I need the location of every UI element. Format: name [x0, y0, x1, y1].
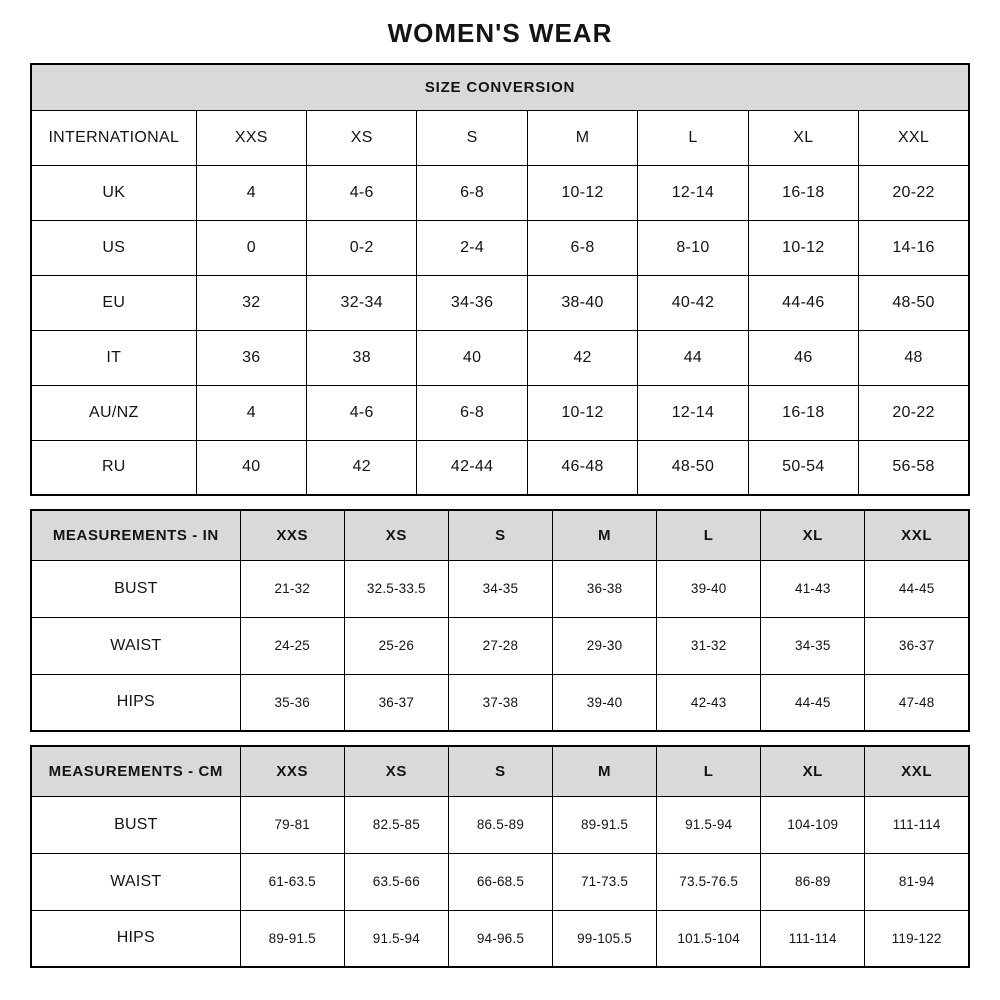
size-header: XXL — [865, 746, 969, 796]
table-cell: 42-44 — [417, 440, 527, 495]
table-cell: 91.5-94 — [657, 796, 761, 853]
size-header: M — [553, 746, 657, 796]
table-row — [31, 910, 969, 967]
row-label: BUST — [31, 560, 240, 617]
table-cell: 24-25 — [240, 617, 344, 674]
table-banner-row — [31, 64, 969, 110]
table-cell: 34-35 — [761, 617, 865, 674]
table-cell: 48-50 — [638, 440, 748, 495]
table-cell: 73.5-76.5 — [657, 853, 761, 910]
table-cell: 111-114 — [761, 910, 865, 967]
table-row — [31, 385, 969, 440]
table-cell: 32.5-33.5 — [344, 560, 448, 617]
row-label: UK — [31, 165, 196, 220]
row-label: RU — [31, 440, 196, 495]
table-cell: XXL — [859, 110, 969, 165]
table-cell: 71-73.5 — [553, 853, 657, 910]
table-cell: 8-10 — [638, 220, 748, 275]
table-cell: 44-45 — [865, 560, 969, 617]
table-cell: 32-34 — [307, 275, 417, 330]
table-cell: 39-40 — [553, 674, 657, 731]
table-cell: 16-18 — [748, 385, 858, 440]
table-cell: 10-12 — [527, 385, 637, 440]
table-header-row — [31, 510, 969, 560]
table-cell: 36-37 — [344, 674, 448, 731]
table-cell: M — [527, 110, 637, 165]
table-cell: XS — [307, 110, 417, 165]
table-cell: 99-105.5 — [553, 910, 657, 967]
row-label: AU/NZ — [31, 385, 196, 440]
row-label: INTERNATIONAL — [31, 110, 196, 165]
table-cell: 0 — [196, 220, 306, 275]
table-cell: 101.5-104 — [657, 910, 761, 967]
table-cell: 46 — [748, 330, 858, 385]
table-cell: 94-96.5 — [448, 910, 552, 967]
table-cell: 47-48 — [865, 674, 969, 731]
table-cell: 36 — [196, 330, 306, 385]
table-cell: 21-32 — [240, 560, 344, 617]
table-cell: 12-14 — [638, 165, 748, 220]
table-cell: 44-46 — [748, 275, 858, 330]
table-cell: 36-38 — [553, 560, 657, 617]
table-cell: 14-16 — [859, 220, 969, 275]
size-conversion-title: SIZE CONVERSION — [31, 64, 969, 110]
table-cell: 89-91.5 — [553, 796, 657, 853]
row-label: HIPS — [31, 910, 240, 967]
page-title: WOMEN'S WEAR — [387, 18, 613, 48]
measurements-cm-table — [30, 745, 970, 968]
table-cell: 38-40 — [527, 275, 637, 330]
row-label: WAIST — [31, 853, 240, 910]
table-cell: 40-42 — [638, 275, 748, 330]
table-cell: 39-40 — [657, 560, 761, 617]
table-cell: 66-68.5 — [448, 853, 552, 910]
size-header: XS — [344, 510, 448, 560]
table-cell: 10-12 — [527, 165, 637, 220]
table-cell: 37-38 — [448, 674, 552, 731]
size-header: M — [553, 510, 657, 560]
table-cell: 16-18 — [748, 165, 858, 220]
table-cell: 40 — [196, 440, 306, 495]
size-conversion-table — [30, 63, 970, 496]
table-cell: 42 — [307, 440, 417, 495]
measurements-in-table — [30, 509, 970, 732]
table-row — [31, 796, 969, 853]
table-cell: 44-45 — [761, 674, 865, 731]
table-cell: 4 — [196, 385, 306, 440]
table-cell: 34-36 — [417, 275, 527, 330]
table-cell: 82.5-85 — [344, 796, 448, 853]
table-cell: 46-48 — [527, 440, 637, 495]
table-cell: 4-6 — [307, 385, 417, 440]
measurements-cm-title: MEASUREMENTS - CM — [31, 746, 240, 796]
size-header: XXL — [865, 510, 969, 560]
table-cell: 50-54 — [748, 440, 858, 495]
table-cell: 63.5-66 — [344, 853, 448, 910]
row-label: HIPS — [31, 674, 240, 731]
table-row — [31, 674, 969, 731]
table-cell: 20-22 — [859, 385, 969, 440]
table-cell: 48 — [859, 330, 969, 385]
measurements-in-title: MEASUREMENTS - IN — [31, 510, 240, 560]
table-cell: XL — [748, 110, 858, 165]
table-cell: S — [417, 110, 527, 165]
table-row — [31, 560, 969, 617]
table-header-row — [31, 746, 969, 796]
table-cell: 4-6 — [307, 165, 417, 220]
table-row — [31, 275, 969, 330]
size-header: XXS — [240, 510, 344, 560]
size-header: XL — [761, 510, 865, 560]
table-row — [31, 440, 969, 495]
table-cell: 40 — [417, 330, 527, 385]
table-cell: 41-43 — [761, 560, 865, 617]
table-cell: 6-8 — [417, 165, 527, 220]
table-cell: 48-50 — [859, 275, 969, 330]
table-cell: 20-22 — [859, 165, 969, 220]
size-header: XS — [344, 746, 448, 796]
table-cell: 4 — [196, 165, 306, 220]
table-cell: 25-26 — [344, 617, 448, 674]
table-cell: 104-109 — [761, 796, 865, 853]
table-cell: 29-30 — [553, 617, 657, 674]
table-cell: 34-35 — [448, 560, 552, 617]
row-label: WAIST — [31, 617, 240, 674]
row-label: BUST — [31, 796, 240, 853]
table-cell: 6-8 — [417, 385, 527, 440]
table-cell: 79-81 — [240, 796, 344, 853]
size-header: S — [448, 510, 552, 560]
table-cell: 38 — [307, 330, 417, 385]
table-cell: L — [638, 110, 748, 165]
table-cell: 89-91.5 — [240, 910, 344, 967]
table-cell: 31-32 — [657, 617, 761, 674]
table-row — [31, 617, 969, 674]
table-row — [31, 330, 969, 385]
table-cell: 56-58 — [859, 440, 969, 495]
table-cell: 44 — [638, 330, 748, 385]
table-row — [31, 220, 969, 275]
size-header: XXS — [240, 746, 344, 796]
table-cell: 27-28 — [448, 617, 552, 674]
table-cell: 2-4 — [417, 220, 527, 275]
row-label: IT — [31, 330, 196, 385]
table-cell: 12-14 — [638, 385, 748, 440]
size-header: S — [448, 746, 552, 796]
table-cell: 42-43 — [657, 674, 761, 731]
table-cell: XXS — [196, 110, 306, 165]
row-label: EU — [31, 275, 196, 330]
table-cell: 6-8 — [527, 220, 637, 275]
table-cell: 86.5-89 — [448, 796, 552, 853]
table-cell: 10-12 — [748, 220, 858, 275]
size-header: L — [657, 510, 761, 560]
table-cell: 42 — [527, 330, 637, 385]
row-label: US — [31, 220, 196, 275]
table-cell: 119-122 — [865, 910, 969, 967]
table-cell: 91.5-94 — [344, 910, 448, 967]
table-row — [31, 853, 969, 910]
table-row — [31, 165, 969, 220]
table-cell: 36-37 — [865, 617, 969, 674]
table-cell: 61-63.5 — [240, 853, 344, 910]
table-cell: 86-89 — [761, 853, 865, 910]
table-cell: 32 — [196, 275, 306, 330]
table-row — [31, 110, 969, 165]
table-cell: 81-94 — [865, 853, 969, 910]
table-cell: 35-36 — [240, 674, 344, 731]
table-cell: 111-114 — [865, 796, 969, 853]
size-header: XL — [761, 746, 865, 796]
table-cell: 0-2 — [307, 220, 417, 275]
size-header: L — [657, 746, 761, 796]
